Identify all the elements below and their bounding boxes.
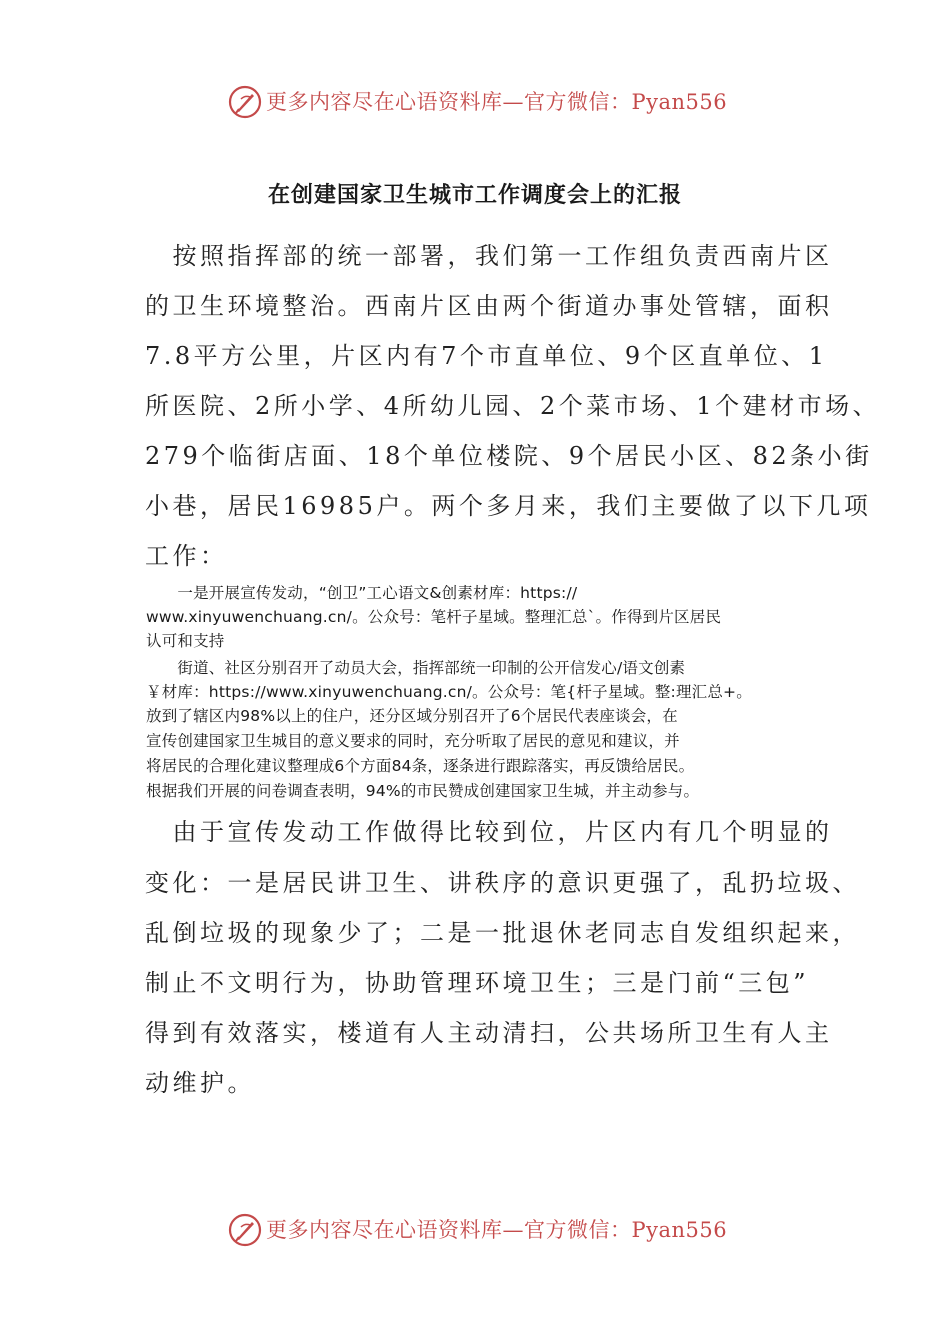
paragraph-line: 279个临街店面、18个单位楼院、9个居民小区、82条小街 [145,442,873,470]
paragraph-line: 所医院、2所小学、4所幼儿园、2个菜市场、1个建材市场、 [145,392,881,420]
quill-pen-logo-icon [228,85,262,119]
quill-pen-logo-icon [228,1213,262,1247]
small-text-line: 将居民的合理化建议整理成6个方面84条，逐条进行跟踪落实，再反馈给居民。 [146,757,695,775]
page-title: 在创建国家卫生城市工作调度会上的汇报 [267,182,682,208]
small-text-line: ￥材库：https://www.xinyuwenchuang.cn/。公众号：笔{杆子星域。整:理汇总+。 [146,683,752,701]
footer-banner [0,1211,950,1251]
small-text-line: 认可和支持 [146,632,225,650]
paragraph-line: 制止不文明行为，协助管理环境卫生；三是门前“三包” [145,969,810,997]
paragraph-line: 得到有效落实，楼道有人主动清扫，公共场所卫生有人主 [145,1019,833,1047]
paragraph-line: 按照指挥部的统一部署，我们第一工作组负责西南片区 [145,242,833,270]
small-text-line: 街道、社区分别召开了动员大会，指挥部统一印制的公开信发心/语文创素 [146,659,686,677]
banner-text: 更多内容尽在心语资料库—官方微信：Pyan556 [266,1218,728,1242]
paragraph-line: 乱倒垃圾的现象少了；二是一批退休老同志自发组织起来， [145,919,860,947]
small-text-line: 宣传创建国家卫生城目的意义要求的同时，充分听取了居民的意见和建议，并 [146,732,680,750]
paragraph-line: 小巷，居民16985户。两个多月来，我们主要做了以下几项 [145,492,872,520]
paragraph-line: 变化：一是居民讲卫生、讲秩序的意识更强了，乱扔垃圾、 [145,869,860,897]
paragraph-line: 动维护。 [145,1069,255,1097]
small-text-line: 放到了辖区内98%以上的住户，还分区域分别召开了6个居民代表座谈会，在 [146,707,678,725]
header-banner [0,83,950,123]
paragraph-line: 7.8平方公里，片区内有7个市直单位、9个区直单位、1 [145,342,828,370]
small-text-line: 根据我们开展的问卷调查表明，94%的市民赞成创建国家卫生城，并主动参与。 [146,782,700,800]
small-text-line: 一是开展宣传发动，“创卫”工心语文&创素材库：https:// [146,584,578,602]
paragraph-line: 的卫生环境整治。西南片区由两个街道办事处管辖，面积 [145,292,833,320]
paragraph-line: 工作： [145,542,228,570]
banner-text: 更多内容尽在心语资料库—官方微信：Pyan556 [266,90,728,114]
small-text-line: www.xinyuwenchuang.cn/。公众号：笔杆子星域。整理汇总`。作得到片区居民 [146,608,722,626]
paragraph-line: 由于宣传发动工作做得比较到位，片区内有几个明显的 [145,818,833,846]
